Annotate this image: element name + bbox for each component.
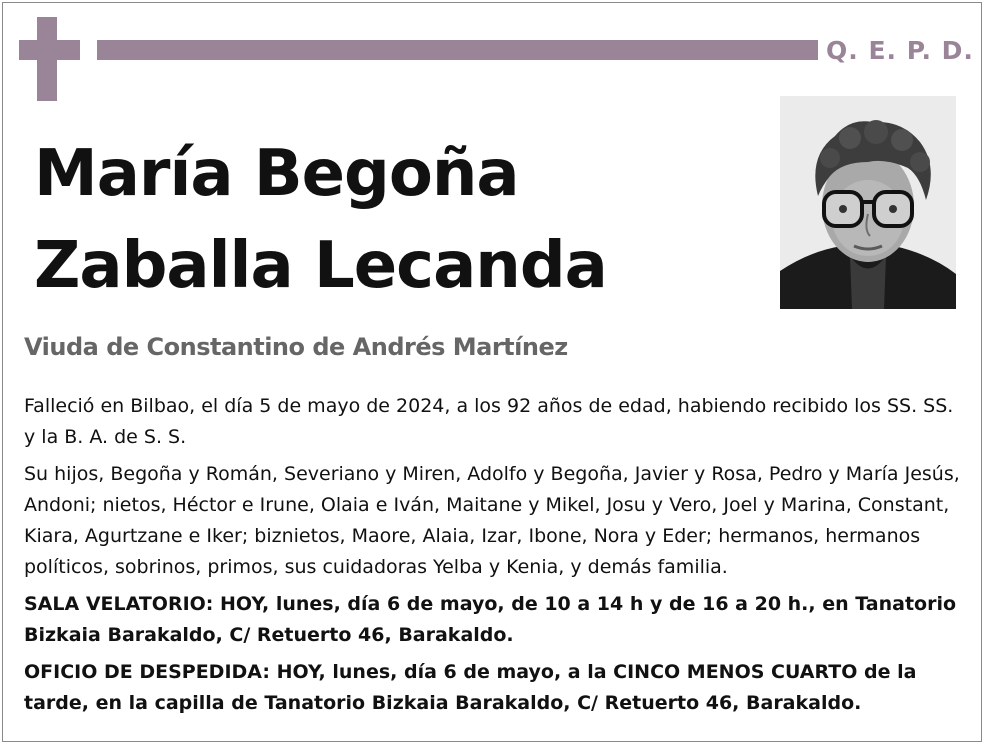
deceased-name (34, 128, 734, 312)
widow-subtitle: Viuda de Constantino de Andrés Martínez (24, 333, 568, 361)
name-line-2: Zaballa Lecanda (34, 229, 607, 303)
wake-info: SALA VELATORIO: HOY, lunes, día 6 de mayo, de 10 a 14 h y de 16 a 20 h., en Tanatorio Bizkaia Barakaldo, C/ Retuerto 46, Barakaldo. (24, 593, 957, 646)
obituary-body (24, 391, 964, 725)
header-rule (97, 40, 818, 60)
portrait-photo (780, 96, 956, 309)
cross-icon-arm (19, 40, 80, 60)
death-notice: Falleció en Bilbao, el día 5 de mayo de 2024, a los 92 años de edad, habiendo recibido los SS. SS. y la B. A. de S. S. (24, 395, 954, 448)
service-info: OFICIO DE DESPEDIDA: HOY, lunes, día 6 de mayo, a la CINCO MENOS CUARTO de la tarde, en la capilla de Tanatorio Bizkaia Barakaldo, C/ Retuerto 46, Barakaldo. (24, 661, 917, 714)
name-line-1: María Begoña (34, 137, 519, 211)
family-list: Su hijos, Begoña y Román, Severiano y Miren, Adolfo y Begoña, Javier y Rosa, Pedro y María Jesús, Andoni; nietos, Héctor e Irune, Olaia e Iván, Maitane y Mikel, Josu y Vero, Joel y Marina, Constant, Kiara, Agurtzane e Iker; biznietos, Maore, Alaia, Izar, Ibone, Nora y Eder; hermanos, hermanos políticos, sobrinos, primos, sus cuidadoras Yelba y Kenia, y demás familia. (24, 463, 960, 578)
qepd-label: Q. E. P. D. (826, 36, 974, 65)
